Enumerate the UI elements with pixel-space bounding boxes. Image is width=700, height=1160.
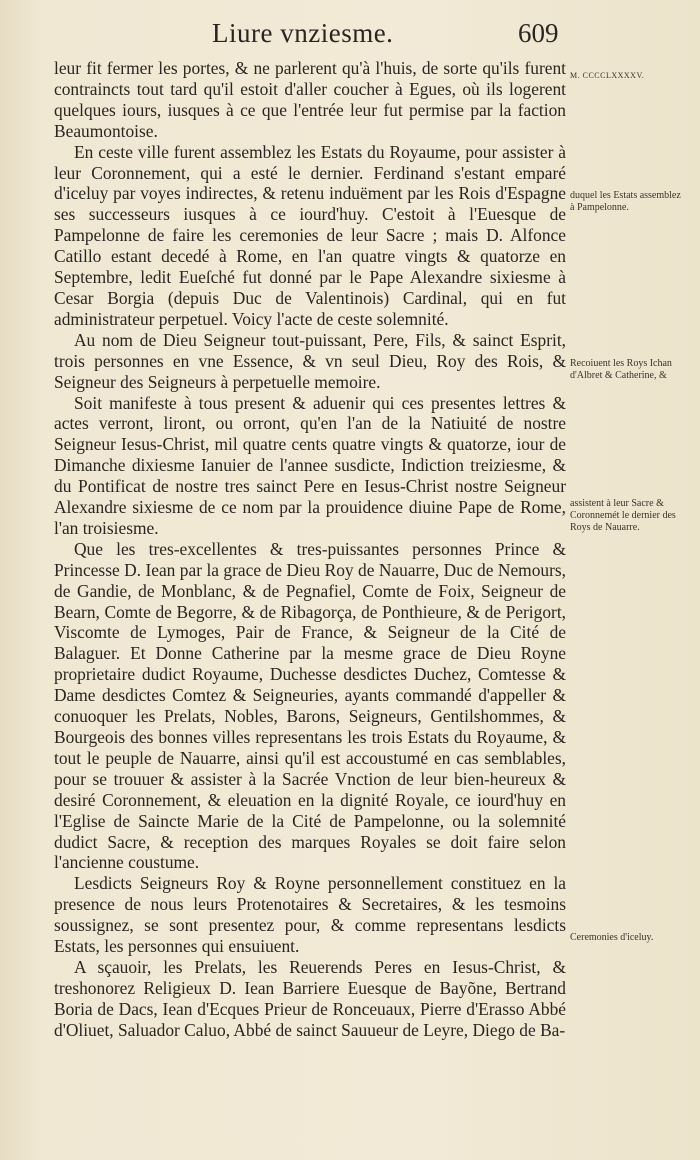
- margin-note-ceremonies: Ceremonies d'iceluy.: [570, 932, 654, 943]
- running-title: Liure vnziesme.: [212, 18, 394, 48]
- paragraph-5: Que les tres-excellentes & tres-puissantes personnes Prince & Princesse D. Iean par la grace de Dieu Roy de Nauarre, Duc de Nemours, de Gandie, de Monblanc, & de Pegnafiel, Comte de Foix, Seigneur de Bearn, Comte de Begorre, & de Ribagorça, de Ponthieure, & de Perigort, Viscomte de Lymoges, Pair de France, & Seigneur de la Cité de Balaguer. Et Donne Catherine par la mesme grace de Dieu Royne proprietaire dudict Royaume, Duchesse desdictes Duchez, Comtesse & Dame desdictes Comtez & Seigneuries, ayants commandé d'appeller & conuoquer les Prelats, Nobles, Barons, Seigneurs, Gentilshommes, & Bourgeois des bonnes villes representans les trois Estats du Royaume, & tout le peuple de Nauarre, ainsi qu'il est accoustumé en cas semblables, pour se trouuer & assister à la Sacrée Vnction de leur bien-heureux & desiré Coronnement, & eleuation en la dignité Royale, ce iourd'huy en l'Eglise de Saincte Marie de la Cité de Pampelonne, ou la solemnité dudict Sacre, & reception des marques Royales se doit faire selon l'ancienne coustume.: [54, 538, 566, 873]
- paragraph-6: Lesdicts Seigneurs Roy & Royne personnellement constituez en la presence de nous leurs Protenotaires & Secretaires, & les tesmoins soussignez, se sont presentez pour, & comme representans lesdicts Estats, les personnes qui ensuiuent.: [54, 873, 566, 957]
- margin-note-recoiuent: Recoiuent les Roys Ichan d'Albret & Catherine, &: [570, 358, 672, 381]
- paragraph-2: En ceste ville furent assemblez les Estats du Royaume, pour assister à leur Coronnement, qui a esté le dernier. Ferdinand s'estant emparé d'iceluy par voyes indirectes, & retenu induëment par les Rois d'Espagne ses successeurs iusques à ce iourd'huy. C'estoit à l'Euesque de Pampelonne de faire les ceremonies de leur Sacre ; mais D. Alfonce Catillo estant decedé à Rome, en l'an quatre vingts & quatorze en Septembre, ledit Eueſché fut donné par le Pape Alexandre sixiesme à Cesar Borgia (depuis Duc de Valentinois) Cardinal, qui en fut administrateur perpetuel. Voicy l'acte de ceste solemnité.: [54, 141, 566, 329]
- page-number: 609: [518, 18, 559, 48]
- paragraph-7: A sçauoir, les Prelats, les Reuerends Peres en Iesus-Christ, & treshonorez Religieux D. Iean Barriere Euesque de Bayõne, Bertrand Boria de Dacs, Iean d'Ecques Prieur de Ronceuaux, Pierre d'Erasso Abbé d'Oliuet, Saluador Caluo, Abbé de sainct Sauueur de Leyre, Diego de Ba-: [54, 956, 566, 1040]
- paragraph-4: Soit manifeste à tous present & aduenir qui ces presentes lettres & actes verront, liront, ou orront, qu'en l'an de la Natiuité de nostre Seigneur Iesus-Christ, mil quatre cents quatre vingts & quatorze, iour de Dimanche dixiesme Ianuier de l'annee susdicte, Indiction treiziesme, & du Pontificat de nostre tres sainct Pere en Iesus-Christ nostre Seigneur Alexandre sixiesme de ce nom par la prouidence diuine Pape de Rome, l'an troisiesme.: [54, 392, 566, 538]
- paragraph-1: leur fit fermer les portes, & ne parlerent qu'à l'huis, de sorte qu'ils furent contraincts tout tard qu'il estoit d'aller coucher à Egues, où ils logerent quelques iours, iusques à ce que l'entrée leur fut permise par la faction Beaumontoise.: [54, 58, 566, 141]
- margin-note-assistent: assistent à leur Sacre & Coronnemét le dernier des Roys de Nauarre.: [570, 498, 676, 533]
- margin-note-estats: duquel les Estats assemblez à Pampelonne.: [570, 190, 681, 213]
- margin-note-year: M. CCCCLXXXXV.: [570, 71, 645, 80]
- main-text: [54, 58, 566, 1041]
- paragraph-3: Au nom de Dieu Seigneur tout-puissant, Pere, Fils, & sainct Esprit, trois personnes en vne Essence, & vn seul Dieu, Roy des Rois, & Seigneur des Seigneurs à perpetuelle memoire.: [54, 329, 566, 392]
